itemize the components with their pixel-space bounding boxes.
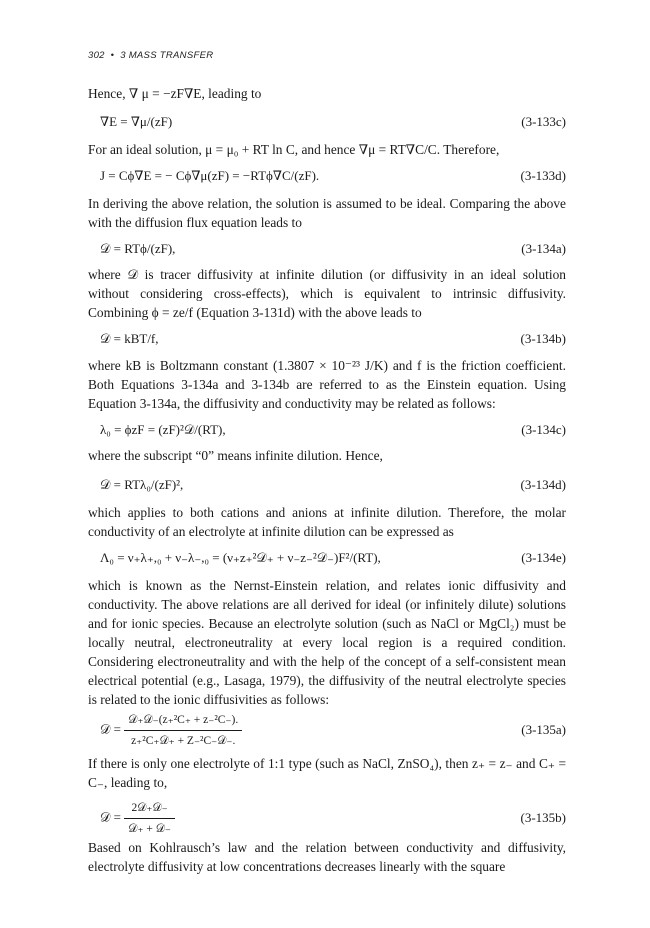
equation-3-134c [100,421,566,439]
fraction-denominator: 𝒟₊ + 𝒟₋ [128,823,171,835]
paragraph-text: In deriving the above relation, the solution is assumed to be ideal. Comparing the above with the diffusion flux equation leads to [88,196,566,230]
paragraph-text: Based on Kohlrausch’s law and the relation between conductivity and diffusivity, electrolyte diffusivity at low concentrations decreases linearly with the square [88,840,566,874]
paragraph-7 [88,503,566,541]
paragraph-9 [88,754,566,792]
equation-expression: 𝒟 = kBT/f, [100,331,159,346]
page-number: 302 [88,50,105,61]
equation-3-135b [100,799,566,838]
equation-number: (3-135b) [520,810,566,825]
equation-expression: 𝒟 = RTϕ/(zF), [100,241,176,256]
paragraph-4 [88,265,566,322]
equation-expression: J = Cϕ∇E = − Cϕ∇μ(zF) = −RTϕ∇C/(zF). [100,168,320,183]
paragraph-5 [88,356,566,413]
paragraph-10 [88,838,566,876]
equation-number: (3-134d) [520,477,566,492]
fraction-numerator: 2𝒟₊𝒟₋ [124,799,175,819]
equation-lhs: 𝒟 = [100,721,121,737]
equation-expression: 𝒟 = RTλ₀/(zF)², [100,477,184,492]
equation-3-134b [100,330,566,348]
fraction-numerator: 𝒟₊𝒟₋(z₊²C₊ + z₋²C₋). [124,711,242,731]
equation-number: (3-133c) [521,114,566,129]
paragraph-text: For an ideal solution, μ = μ₀ + RT ln C, and hence ∇μ = RT∇C/C. Therefore, [88,142,500,157]
fraction-denominator: z₊²C₊𝒟₊ + Z₋²C₋𝒟₋. [131,735,236,747]
equation-expression: ∇E = ∇μ/(zF) [100,114,173,129]
equation-fraction [124,711,242,750]
equation-number: (3-135a) [521,722,566,737]
equation-number: (3-134c) [521,422,566,437]
paragraph-text: Hence, ∇ μ = −zF∇E, leading to [88,86,262,101]
equation-3-134a [100,240,566,258]
equation-number: (3-134e) [521,550,566,565]
paragraph-8 [88,576,566,709]
header-bullet: • [110,50,115,61]
equation-expression: λ₀ = ϕzF = (zF)²𝒟/(RT), [100,422,226,437]
running-header [88,50,213,61]
chapter-title: 3 MASS TRANSFER [120,50,214,61]
equation-3-133d [100,167,566,185]
equation-lhs: 𝒟 = [100,809,121,825]
paragraph-6 [88,446,566,465]
equation-3-134e [100,549,566,567]
paragraph-text: where 𝒟 is tracer diffusivity at infinite dilution (or diffusivity in an ideal solution without considering cross-effects), which is equivalent to intrinsic diffusivity. Combining ϕ = ze/f (Equation 3-131d) with the above leads to [88,267,566,320]
paragraph-text: If there is only one electrolyte of 1:1 type (such as NaCl, ZnSO₄), then z₊ = z₋ and C₊ = C₋, leading to, [88,756,566,790]
paragraph-text: which is known as the Nernst-Einstein relation, and relates ionic diffusivity and conductivity. The above relations are all derived for ideal (or infinitely dilute) solutions and for ionic species. Because an electrolyte solution (such as NaCl or MgCl₂) must be locally neutral, electroneutrality at every local region is a required condition. Considering electroneutrality and with the help of the concept of a self-consistent mean electrical potential (e.g., Lasaga, 1979), the diffusivity of the neutral electrolyte species is related to the ionic diffusivities as follows: [88,578,566,707]
equation-3-135a [100,711,566,750]
equation-3-134d [100,476,566,494]
equation-fraction [124,799,175,838]
paragraph-2 [88,140,566,159]
equation-number: (3-133d) [520,168,566,183]
equation-number: (3-134a) [521,241,566,256]
paragraph-1 [88,84,566,103]
paragraph-text: where the subscript “0” means infinite dilution. Hence, [88,448,383,463]
paragraph-3 [88,194,566,232]
equation-3-133c [100,113,566,131]
equation-expression: Λ₀ = ν₊λ₊,₀ + ν₋λ₋,₀ = (ν₊z₊²𝒟₊ + ν₋z₋²𝒟₋)F²/(RT), [100,550,381,565]
paragraph-text: which applies to both cations and anions at infinite dilution. Therefore, the molar conductivity of an electrolyte at infinite dilution can be expressed as [88,505,566,539]
paragraph-text: where kB is Boltzmann constant (1.3807 × 10⁻²³ J/K) and f is the friction coefficient. Both Equations 3-134a and 3-134b are referred to as the Einstein equation. Using Equation 3-134a, the diffusivity and conductivity may be related as follows: [88,358,566,411]
equation-number: (3-134b) [520,331,566,346]
